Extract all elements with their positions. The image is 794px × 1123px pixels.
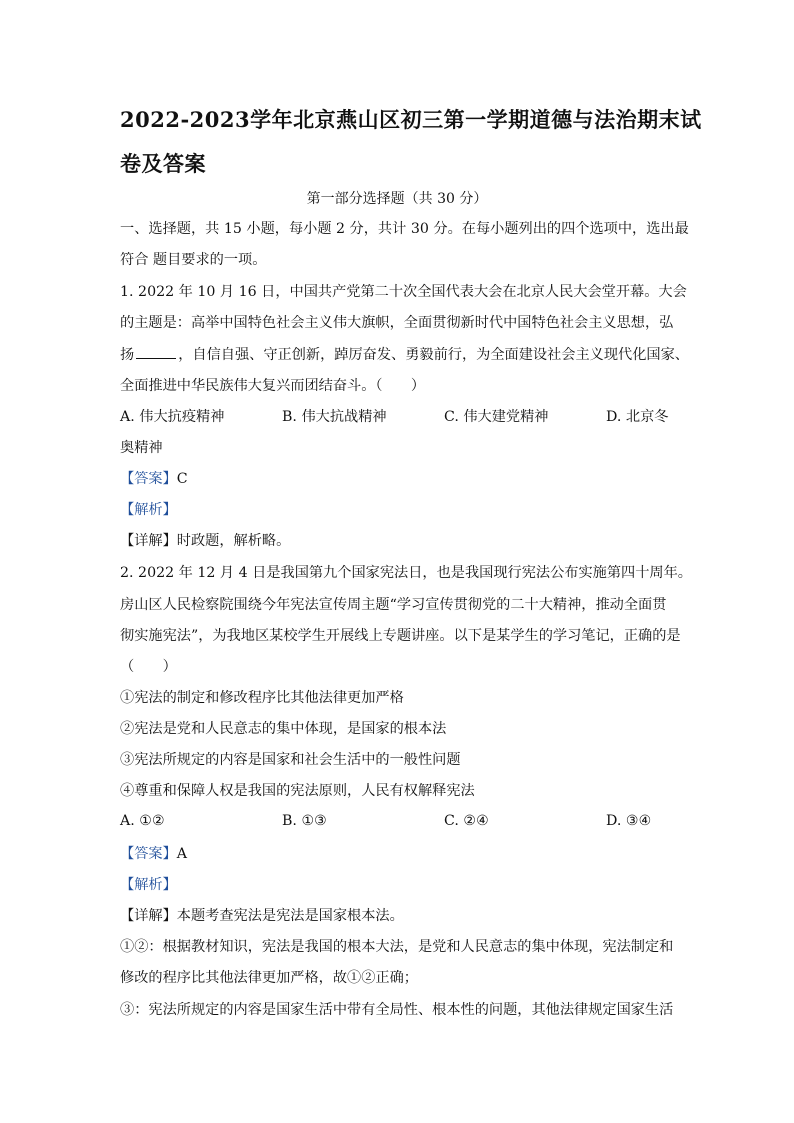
page-title-continued: 卷及答案 [120,151,206,176]
answer-value: A [176,846,188,862]
option-d-continued: 奥精神 [120,440,163,456]
statement-item: ④尊重和保障人权是我国的宪法原则，人民有权解释宪法 [120,783,475,799]
detail-text: 本题考查宪法是宪法是国家根本法。 [176,908,404,924]
option-b: B. 伟大抗战精神 [282,409,387,425]
answer-value: C [176,471,188,487]
question-1-text: 全面推进中华民族伟大复兴而团结奋斗。（ ） [120,378,426,394]
analysis-tag: 【解析】 [120,877,177,893]
question-2-text: （ ） [120,659,177,675]
section-instructions: 一、选择题，共 15 小题，每小题 2 分，共计 30 分。在每小题列出的四个选项中，选出最 [120,221,689,237]
statement-item: ③宪法所规定的内容是国家和社会生活中的一般性问题 [120,752,461,768]
answer-tag: 【答案】 [120,471,177,487]
option-a: A. ①② [120,813,165,829]
statement-item: ②宪法是党和人民意志的集中体现，是国家的根本法 [120,721,447,737]
question-1-text-part: 扬 [120,347,135,363]
detail-line [120,530,290,550]
part-heading: 第一部分选择题（共 30 分） [306,191,488,207]
detail-line [120,905,404,925]
option-d: D. ③④ [606,813,652,829]
question-1-text: 1. 2022 年 10 月 16 日，中国共产党第二十次全国代表大会在北京人民大会堂开幕。大会 [120,284,687,300]
question-2-text: 彻实施宪法”，为我地区某校学生开展线上专题讲座。以下是某学生的学习笔记，正确的是 [120,628,681,644]
section-instructions-continued: 符合 题目要求的一项。 [120,252,267,268]
option-a: A. 伟大抗疫精神 [120,409,225,425]
answer-tag: 【答案】 [120,846,177,862]
option-c: C. ②④ [444,813,489,829]
detail-tag: 【详解】 [120,533,177,549]
statement-item: ①宪法的制定和修改程序比其他法律更加严格 [120,690,404,706]
detail-text: 时政题，解析略。 [176,533,291,549]
detail-tag: 【详解】 [120,908,177,924]
question-1-text [120,344,689,364]
explanation-text: 修改的程序比其他法律更加严格，故①②正确； [120,970,418,986]
question-1-text-part: ，自信自强、守正创新，踔厉奋发、勇毅前行，为全面建设社会主义现代化国家、 [178,347,689,363]
option-d: D. 北京冬 [606,409,669,425]
question-1-text: 的主题是：高举中国特色社会主义伟大旗帜，全面贯彻新时代中国特色社会主义思想，弘 [120,315,674,331]
option-b: B. ①③ [282,813,327,829]
explanation-text: ③：宪法所规定的内容是国家生活中带有全局性、根本性的问题，其他法律规定国家生活 [120,1002,674,1018]
answer-line [120,843,187,863]
question-2-text: 2. 2022 年 12 月 4 日是我国第九个国家宪法日，也是我国现行宪法公布实施第四十周年。 [120,565,692,581]
explanation-text: ①②：根据教材知识，宪法是我国的根本大法，是党和人民意志的集中体现，宪法制定和 [120,939,674,955]
page-title: 2022-2023学年北京燕山区初三第一学期道德与法治期末试 [120,107,702,132]
analysis-tag: 【解析】 [120,502,177,518]
option-c: C. 伟大建党精神 [444,409,549,425]
answer-line [120,468,188,488]
fill-in-blank [136,348,176,359]
question-2-text: 房山区人民检察院围绕今年宪法宣传周主题“学习宣传贯彻党的二十大精神，推动全面贯 [120,597,667,613]
